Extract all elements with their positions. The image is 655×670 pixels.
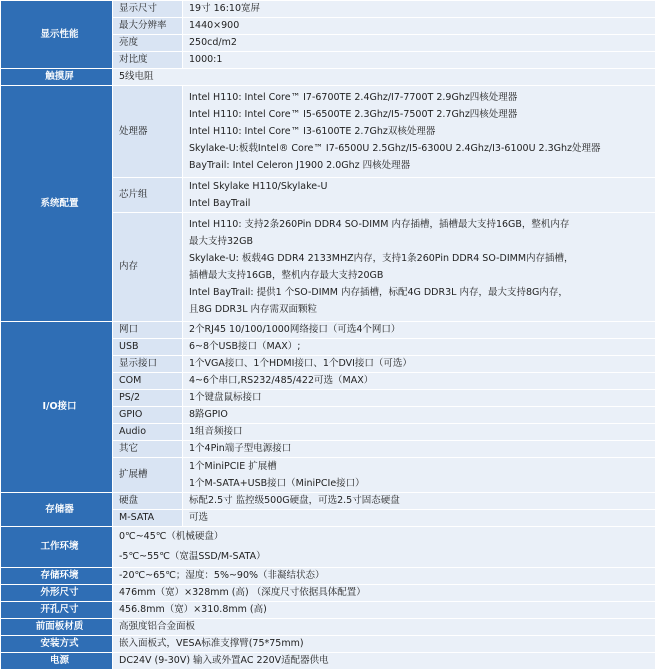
row-value: 2个RJ45 10/100/1000网络接口（可选4个网口） xyxy=(183,322,655,339)
table-row xyxy=(1,602,655,619)
memory-line: Intel H110: 支持2条260Pin DDR4 SO-DIMM 内存插槽，插槽最大支持16GB，整机内存 xyxy=(189,216,655,233)
category-touch: 触摸屏 xyxy=(1,69,113,86)
table-row xyxy=(1,653,655,670)
row-label: 内存 xyxy=(113,213,183,322)
table-row xyxy=(1,585,655,602)
category-power: 电源 xyxy=(1,653,113,670)
category-storage-environment: 存储环境 xyxy=(1,568,113,585)
row-value xyxy=(183,213,655,322)
category-dimensions: 外形尺寸 xyxy=(1,585,113,602)
category-mounting: 安装方式 xyxy=(1,636,113,653)
memory-line: 插槽最大支持16GB，整机内存最大支持20GB xyxy=(189,267,655,284)
row-value xyxy=(113,527,655,568)
row-value: 456.8mm（宽）×310.8mm (高) xyxy=(113,602,655,619)
table-row xyxy=(1,527,655,568)
row-label: 扩展槽 xyxy=(113,458,183,493)
row-label: 亮度 xyxy=(113,35,183,52)
row-value: 1000:1 xyxy=(183,52,655,69)
category-io: I/O接口 xyxy=(1,322,113,493)
row-value: 476mm（宽）×328mm (高) （深度尺寸依据具体配置） xyxy=(113,585,655,602)
table-row xyxy=(1,322,655,339)
row-label: Audio xyxy=(113,424,183,441)
chipset-line: Intel Skylake H110/Skylake-U xyxy=(189,178,655,195)
row-label: 显示接口 xyxy=(113,356,183,373)
category-display: 显示性能 xyxy=(1,1,113,69)
row-label: 其它 xyxy=(113,441,183,458)
category-storage: 存储器 xyxy=(1,493,113,527)
cpu-line: Intel H110: Intel Core™ I5-6500TE 2.3Ghz/I5-7500T 2.7Ghz四核处理器 xyxy=(189,106,655,123)
row-label: COM xyxy=(113,373,183,390)
row-label: M-SATA xyxy=(113,510,183,527)
memory-line: 且8G DDR3L 内存需双面颗粒 xyxy=(189,301,655,318)
row-value: 1个4Pin端子型电源接口 xyxy=(183,441,655,458)
table-row xyxy=(1,1,655,18)
row-value: 19寸 16:10宽屏 xyxy=(183,1,655,18)
row-value: 250cd/m2 xyxy=(183,35,655,52)
row-value xyxy=(183,458,655,493)
row-label: 硬盘 xyxy=(113,493,183,510)
table-row xyxy=(1,619,655,636)
row-value: 高强度铝合金面板 xyxy=(113,619,655,636)
row-value: 嵌入面板式，VESA标准支撑臂(75*75mm) xyxy=(113,636,655,653)
cpu-line: Intel H110: Intel Core™ I3-6100TE 2.7Ghz双核处理器 xyxy=(189,123,655,140)
table-row xyxy=(1,568,655,585)
row-label: 芯片组 xyxy=(113,178,183,213)
row-value: 1个键盘鼠标接口 xyxy=(183,390,655,407)
row-label: GPIO xyxy=(113,407,183,424)
cpu-line: BayTrail: Intel Celeron J1900 2.0Ghz 四核处理器 xyxy=(189,157,655,174)
row-label: 显示尺寸 xyxy=(113,1,183,18)
row-label: USB xyxy=(113,339,183,356)
table-row xyxy=(1,493,655,510)
memory-line: Skylake-U: 板载4G DDR4 2133MHZ内存，支持1条260Pin DDR4 SO-DIMM内存插槽， xyxy=(189,250,655,267)
cpu-line: Intel H110: Intel Core™ I7-6700TE 2.4Ghz/I7-7700T 2.9Ghz四核处理器 xyxy=(189,89,655,106)
row-value: 1组音频接口 xyxy=(183,424,655,441)
row-value: 5线电阻 xyxy=(113,69,655,86)
row-label: 最大分辨率 xyxy=(113,18,183,35)
row-value: 8路GPIO xyxy=(183,407,655,424)
table-row xyxy=(1,69,655,86)
memory-line: 最大支持32GB xyxy=(189,233,655,250)
cpu-line: Skylake-U:板载Intel® Core™ I7-6500U 2.5Ghz/I5-6300U 2.4Ghz/I3-6100U 2.3Ghz处理器 xyxy=(189,140,655,157)
category-environment: 工作环境 xyxy=(1,527,113,568)
row-label: 对比度 xyxy=(113,52,183,69)
category-cutout: 开孔尺寸 xyxy=(1,602,113,619)
environment-line: 0℃~45℃（机械硬盘） xyxy=(119,527,655,547)
row-label: PS/2 xyxy=(113,390,183,407)
memory-line: Intel BayTrail: 提供1 个SO-DIMM 内存插槽，标配4G DDR3L 内存，最大支持8G内存， xyxy=(189,284,655,301)
table-row xyxy=(1,636,655,653)
row-value: 可选 xyxy=(183,510,655,527)
category-system: 系统配置 xyxy=(1,86,113,322)
chipset-line: Intel BayTrail xyxy=(189,195,655,212)
row-value: 标配2.5寸 监控级500G硬盘，可选2.5寸固态硬盘 xyxy=(183,493,655,510)
expansion-line: 1个M-SATA+USB接口（MiniPCIe接口） xyxy=(189,475,655,492)
row-value: 1个VGA接口、1个HDMI接口、1个DVI接口（可选） xyxy=(183,356,655,373)
row-value xyxy=(183,178,655,213)
row-label: 网口 xyxy=(113,322,183,339)
row-label: 处理器 xyxy=(113,86,183,178)
row-value: DC24V (9-30V) 输入或外置AC 220V适配器供电 xyxy=(113,653,655,670)
row-value: -20℃~65℃；湿度：5%~90%（非凝结状态） xyxy=(113,568,655,585)
row-value: 1440×900 xyxy=(183,18,655,35)
row-value xyxy=(183,86,655,178)
category-front-panel: 前面板材质 xyxy=(1,619,113,636)
row-value: 4~6个串口,RS232/485/422可选（MAX） xyxy=(183,373,655,390)
expansion-line: 1个MiniPCIE 扩展槽 xyxy=(189,458,655,475)
environment-line: -5℃~55℃（宽温SSD/M-SATA） xyxy=(119,547,655,567)
row-value: 6~8个USB接口（MAX）; xyxy=(183,339,655,356)
table-row xyxy=(1,86,655,178)
